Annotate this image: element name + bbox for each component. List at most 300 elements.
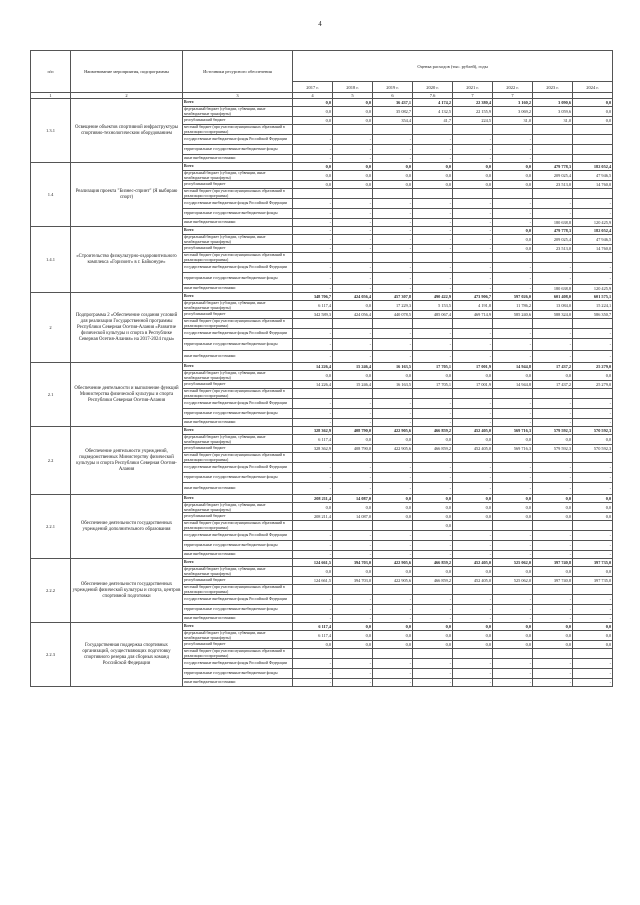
budget-value: - — [453, 541, 493, 551]
budget-value: - — [373, 219, 413, 227]
budget-value: - — [453, 155, 493, 163]
budget-value: 601 575,1 — [573, 293, 613, 301]
budget-value: 397 740,8 — [533, 577, 573, 585]
budget-value: - — [573, 679, 613, 687]
budget-value: 0,0 — [333, 503, 373, 513]
budget-value: - — [293, 541, 333, 551]
budget-value: - — [333, 399, 373, 409]
budget-value: - — [493, 285, 533, 293]
budget-value — [293, 453, 333, 463]
budget-value: - — [413, 135, 453, 145]
budget-value: - — [573, 329, 613, 339]
budget-value: - — [293, 135, 333, 145]
budget-value — [413, 649, 453, 659]
measure-name: «Строительство физкультурно-оздоровительного комплекса «Горизонт» в г. Байконуре» — [71, 227, 183, 293]
budget-value: 0,0 — [573, 503, 613, 513]
budget-value: 0,0 — [413, 171, 453, 181]
funding-source: Всего — [183, 427, 293, 435]
budget-value: 3 160,2 — [493, 99, 533, 107]
measure-name: Обеспечение деятельности государственных учреждений физической культуры и спорта, центров спортивной подготовки — [71, 559, 183, 623]
budget-value: 0,0 — [453, 641, 493, 649]
budget-value: - — [293, 605, 333, 615]
budget-value: 47 946,5 — [573, 171, 613, 181]
header-year: 2018 г. — [333, 82, 373, 93]
budget-value: 0,0 — [333, 171, 373, 181]
budget-value: 36 437,1 — [373, 99, 413, 107]
measure-name: Освещение объектов спортивной инфраструктуры спортивно-технологическим оборудованием — [71, 99, 183, 163]
row-number: 1.4 — [31, 163, 71, 227]
budget-value — [333, 585, 373, 595]
budget-value: 0,0 — [573, 495, 613, 503]
budget-value — [573, 319, 613, 329]
funding-source: Всего — [183, 495, 293, 503]
row-number: 2 — [31, 293, 71, 363]
budget-value: 0,0 — [493, 227, 533, 235]
budget-value: 0,0 — [493, 371, 533, 381]
funding-source: республиканский бюджет — [183, 381, 293, 389]
budget-value: 342 589,3 — [293, 311, 333, 319]
funding-source: республиканский бюджет — [183, 117, 293, 125]
budget-value: - — [293, 245, 333, 253]
budget-value: - — [413, 145, 453, 155]
budget-value: - — [413, 245, 453, 253]
budget-value: 124 661,5 — [293, 577, 333, 585]
budget-value: - — [573, 399, 613, 409]
funding-source: местный бюджет (при участии муниципальных образований в реализации госпрограммы) — [183, 521, 293, 531]
row-number: 2.2.2 — [31, 559, 71, 623]
budget-value: - — [293, 669, 333, 679]
table-row — [31, 427, 613, 435]
budget-value: - — [493, 463, 533, 473]
funding-source: федеральный бюджет (субсидии, субвенции, иные межбюджетные трансферты) — [183, 631, 293, 641]
budget-value — [573, 389, 613, 399]
budget-value: 0,0 — [413, 503, 453, 513]
row-number: 2.2.3 — [31, 623, 71, 687]
budget-value: - — [453, 329, 493, 339]
budget-value: 408 790,0 — [333, 427, 373, 435]
funding-source: государственные внебюджетные фонды Российской Федерации — [183, 135, 293, 145]
budget-value — [533, 189, 573, 199]
budget-value: 0,0 — [533, 371, 573, 381]
budget-value: 0,0 — [493, 181, 533, 189]
header-name: Наименование мероприятия, подпрограммы — [71, 51, 183, 93]
budget-value: 182 052,4 — [573, 227, 613, 235]
funding-source: местный бюджет (при участии муниципальных образований в реализации госпрограммы) — [183, 319, 293, 329]
budget-value: 485 067,4 — [413, 311, 453, 319]
header-year: 2020 г. — [413, 82, 453, 93]
budget-value: - — [413, 399, 453, 409]
budget-value: 0,0 — [493, 245, 533, 253]
budget-value: - — [413, 227, 453, 235]
column-number: 7 — [493, 93, 533, 99]
budget-value: 422 905,6 — [373, 427, 413, 435]
funding-source: Всего — [183, 363, 293, 371]
budget-value: - — [413, 669, 453, 679]
measure-name: Реализация проекта "Бизнес-спринт" (Я выбираю спорт) — [71, 163, 183, 227]
budget-value: 0,0 — [293, 171, 333, 181]
budget-value — [413, 585, 453, 595]
budget-value: 328 362,9 — [293, 445, 333, 453]
budget-value: 408 790,0 — [333, 445, 373, 453]
budget-value: - — [333, 155, 373, 163]
budget-value: 601 408,0 — [533, 293, 573, 301]
budget-value: 0,0 — [293, 181, 333, 189]
budget-value: - — [373, 473, 413, 483]
budget-value — [573, 145, 613, 155]
budget-value: 0,0 — [413, 495, 453, 503]
funding-source: государственные внебюджетные фонды Российской Федерации — [183, 531, 293, 541]
budget-value: - — [413, 473, 453, 483]
budget-value: - — [413, 339, 453, 351]
funding-source: государственные внебюджетные фонды Российской Федерации — [183, 199, 293, 209]
table-row — [31, 227, 613, 235]
column-number: 6 — [373, 93, 413, 99]
budget-value: - — [493, 669, 533, 679]
budget-value: - — [373, 399, 413, 409]
budget-value: 0,0 — [293, 107, 333, 117]
budget-value: 0,0 — [413, 513, 453, 521]
budget-value: - — [413, 419, 453, 427]
budget-value: 466 859,2 — [413, 427, 453, 435]
budget-value: 0,0 — [413, 371, 453, 381]
budget-value: - — [293, 483, 333, 495]
budget-value: 0,0 — [373, 513, 413, 521]
budget-value: - — [573, 419, 613, 427]
funding-source: иные внебюджетные источники — [183, 551, 293, 559]
budget-value — [533, 521, 573, 531]
budget-value: 0,0 — [333, 117, 373, 125]
budget-value — [413, 125, 453, 135]
budget-value — [573, 155, 613, 163]
budget-value: - — [533, 339, 573, 351]
budget-value: - — [533, 263, 573, 273]
budget-value: 0,0 — [453, 631, 493, 641]
budget-value: 0,0 — [413, 181, 453, 189]
budget-value: - — [533, 351, 573, 363]
budget-value: - — [573, 409, 613, 419]
budget-value: 47 946,5 — [573, 235, 613, 245]
budget-value — [493, 125, 533, 135]
budget-value — [573, 135, 613, 145]
funding-source: Всего — [183, 559, 293, 567]
budget-value: - — [333, 227, 373, 235]
budget-value — [453, 189, 493, 199]
table-row — [31, 163, 613, 171]
budget-value: - — [493, 531, 533, 541]
budget-value: - — [293, 473, 333, 483]
budget-value: 0,0 — [493, 235, 533, 245]
budget-value: 0,0 — [533, 513, 573, 521]
budget-value: - — [493, 145, 533, 155]
budget-value: 35 082,7 — [373, 107, 413, 117]
budget-value: 209 025,4 — [533, 235, 573, 245]
budget-value: - — [573, 659, 613, 669]
budget-value: - — [533, 531, 573, 541]
budget-value: - — [373, 155, 413, 163]
budget-value: 525 062,0 — [493, 559, 533, 567]
column-number: 4 — [293, 93, 333, 99]
budget-value: - — [413, 531, 453, 541]
budget-value — [333, 253, 373, 263]
funding-source: иные внебюджетные источники — [183, 679, 293, 687]
budget-value: - — [413, 273, 453, 285]
funding-source: республиканский бюджет — [183, 445, 293, 453]
budget-value: 570 592,3 — [573, 445, 613, 453]
budget-value: 0,0 — [493, 631, 533, 641]
budget-value: - — [453, 339, 493, 351]
budget-value — [293, 649, 333, 659]
budget-value: - — [333, 473, 373, 483]
budget-value — [333, 649, 373, 659]
funding-source: республиканский бюджет — [183, 641, 293, 649]
row-number: 1.3.1 — [31, 99, 71, 163]
budget-value: 23 513,0 — [533, 181, 573, 189]
budget-value: - — [533, 551, 573, 559]
budget-value: - — [453, 595, 493, 605]
budget-value: 473 906,7 — [453, 293, 493, 301]
budget-value: - — [493, 483, 533, 495]
budget-value: - — [293, 551, 333, 559]
budget-value: 424 056,4 — [333, 311, 373, 319]
budget-value: 422 905,6 — [373, 559, 413, 567]
budget-value: - — [453, 351, 493, 363]
column-number: 2 — [71, 93, 183, 99]
budget-value: - — [293, 399, 333, 409]
budget-value: 0,0 — [573, 567, 613, 577]
budget-value — [413, 453, 453, 463]
budget-value: - — [373, 339, 413, 351]
budget-value: 14 944,8 — [493, 381, 533, 389]
budget-value: - — [333, 541, 373, 551]
budget-value: 17 001,9 — [453, 363, 493, 371]
budget-value: 0,0 — [333, 107, 373, 117]
budget-value — [493, 453, 533, 463]
budget-value: - — [373, 669, 413, 679]
budget-value — [333, 125, 373, 135]
budget-value: 15 246,4 — [333, 381, 373, 389]
budget-value — [573, 189, 613, 199]
budget-value — [413, 319, 453, 329]
row-number: 2.1 — [31, 363, 71, 427]
budget-value: - — [533, 605, 573, 615]
budget-value: 124 661,5 — [293, 559, 333, 567]
budget-value: - — [413, 199, 453, 209]
budget-value — [493, 389, 533, 399]
budget-value: - — [413, 541, 453, 551]
budget-value: 579 592,3 — [533, 427, 573, 435]
budget-value: 0,0 — [493, 513, 533, 521]
budget-value: 469 714,9 — [453, 311, 493, 319]
budget-value — [373, 521, 413, 531]
budget-value — [413, 189, 453, 199]
budget-value: - — [333, 135, 373, 145]
funding-source: иные внебюджетные источники — [183, 219, 293, 227]
budget-value: - — [573, 339, 613, 351]
budget-value: - — [293, 531, 333, 541]
budget-value: - — [293, 235, 333, 245]
funding-source: республиканский бюджет — [183, 311, 293, 319]
budget-value: 397 735,0 — [573, 577, 613, 585]
funding-source: иные внебюджетные источники — [183, 351, 293, 363]
budget-value: - — [413, 679, 453, 687]
budget-value: - — [293, 219, 333, 227]
funding-source: территориальные государственные внебюджетные фонды — [183, 409, 293, 419]
funding-source: Всего — [183, 293, 293, 301]
budget-value: 0,0 — [293, 371, 333, 381]
budget-value: - — [453, 551, 493, 559]
budget-value: - — [373, 227, 413, 235]
budget-value: 0,0 — [573, 631, 613, 641]
measure-name: Обеспечение деятельности государственных учреждений дополнительного образования — [71, 495, 183, 559]
budget-value: - — [333, 219, 373, 227]
budget-value: - — [453, 199, 493, 209]
funding-source: государственные внебюджетные фонды Российской Федерации — [183, 659, 293, 669]
budget-value: - — [333, 273, 373, 285]
budget-value: - — [373, 463, 413, 473]
funding-source: республиканский бюджет — [183, 513, 293, 521]
budget-value — [533, 319, 573, 329]
budget-value: - — [333, 209, 373, 219]
budget-value: - — [573, 541, 613, 551]
funding-source: республиканский бюджет — [183, 577, 293, 585]
budget-value: - — [493, 273, 533, 285]
budget-value: 0,0 — [373, 503, 413, 513]
budget-value: - — [413, 483, 453, 495]
budget-value: 0,0 — [453, 567, 493, 577]
budget-value: - — [373, 351, 413, 363]
budget-value: - — [533, 541, 573, 551]
budget-value: - — [493, 209, 533, 219]
budget-value — [453, 585, 493, 595]
budget-value: 17 437,2 — [533, 363, 573, 371]
budget-value — [333, 389, 373, 399]
budget-value: 348 706,7 — [293, 293, 333, 301]
budget-value: 14 760,0 — [573, 245, 613, 253]
budget-table-body — [31, 99, 613, 687]
budget-value: - — [533, 595, 573, 605]
budget-value: 0,0 — [453, 181, 493, 189]
budget-value: 0,0 — [413, 641, 453, 649]
budget-value: 397 740,8 — [533, 559, 573, 567]
budget-value: - — [333, 679, 373, 687]
budget-value: - — [293, 463, 333, 473]
budget-value: 208 211,4 — [293, 495, 333, 503]
budget-value — [493, 319, 533, 329]
budget-value: - — [493, 659, 533, 669]
budget-value: - — [333, 351, 373, 363]
header-num: п/п — [31, 51, 71, 93]
budget-value: 0,0 — [373, 163, 413, 171]
budget-value: 0,0 — [453, 171, 493, 181]
budget-value: 0,0 — [453, 503, 493, 513]
funding-source: территориальные государственные внебюджетные фонды — [183, 541, 293, 551]
budget-value: - — [333, 551, 373, 559]
budget-value: 14 226,4 — [293, 363, 333, 371]
budget-value: - — [333, 615, 373, 623]
budget-value — [413, 389, 453, 399]
budget-value: - — [333, 339, 373, 351]
budget-value: 479 778,3 — [533, 227, 573, 235]
budget-value: - — [573, 531, 613, 541]
budget-value: 0,0 — [373, 641, 413, 649]
budget-value: 0,0 — [573, 435, 613, 445]
budget-value: 0,0 — [453, 163, 493, 171]
budget-value — [373, 125, 413, 135]
budget-value: 0,0 — [293, 503, 333, 513]
budget-value: 0,0 — [333, 435, 373, 445]
budget-value: 0,0 — [333, 163, 373, 171]
budget-value: - — [453, 399, 493, 409]
budget-value: - — [453, 145, 493, 155]
budget-value — [453, 389, 493, 399]
budget-value — [293, 125, 333, 135]
funding-source: государственные внебюджетные фонды Российской Федерации — [183, 263, 293, 273]
budget-value: 579 592,3 — [533, 445, 573, 453]
funding-source: федеральный бюджет (субсидии, субвенции, иные межбюджетные трансферты) — [183, 107, 293, 117]
budget-value: - — [453, 409, 493, 419]
funding-source: территориальные государственные внебюджетные фонды — [183, 605, 293, 615]
header-year: 2022 г. — [493, 82, 533, 93]
budget-value — [453, 521, 493, 531]
budget-value: - — [413, 605, 453, 615]
budget-value: - — [373, 199, 413, 209]
funding-source: федеральный бюджет (субсидии, субвенции, иные межбюджетные трансферты) — [183, 171, 293, 181]
budget-value: - — [293, 679, 333, 687]
budget-value — [533, 453, 573, 463]
budget-value: - — [493, 679, 533, 687]
budget-value: 586 350,7 — [573, 311, 613, 319]
budget-value: - — [533, 273, 573, 285]
budget-value: 0,0 — [293, 641, 333, 649]
budget-value: 4 132,5 — [413, 107, 453, 117]
budget-value: 490 422,9 — [413, 293, 453, 301]
budget-value: - — [293, 659, 333, 669]
budget-value: - — [453, 227, 493, 235]
budget-value — [573, 585, 613, 595]
funding-source: государственные внебюджетные фонды Российской Федерации — [183, 595, 293, 605]
budget-value — [533, 145, 573, 155]
budget-value: - — [413, 595, 453, 605]
budget-value: - — [333, 531, 373, 541]
budget-value: 4 191,8 — [453, 301, 493, 311]
budget-value: 397 735,0 — [573, 559, 613, 567]
budget-value — [573, 453, 613, 463]
header-year: 2017 г. — [293, 82, 333, 93]
budget-value: 0,0 — [573, 623, 613, 631]
funding-source: Всего — [183, 227, 293, 235]
budget-value: - — [573, 473, 613, 483]
budget-value: 0,0 — [333, 371, 373, 381]
budget-value: - — [373, 285, 413, 293]
budget-value: - — [333, 145, 373, 155]
budget-value: 0,0 — [333, 301, 373, 311]
budget-value: 13 084,0 — [533, 301, 573, 311]
budget-value: - — [453, 679, 493, 687]
budget-value: - — [293, 263, 333, 273]
budget-value: 394 703,0 — [333, 577, 373, 585]
budget-value: 0,0 — [293, 99, 333, 107]
budget-value: 0,0 — [573, 641, 613, 649]
budget-value: - — [413, 263, 453, 273]
budget-value: 17 705,1 — [413, 363, 453, 371]
budget-value: - — [453, 473, 493, 483]
budget-value — [453, 319, 493, 329]
budget-value: - — [413, 219, 453, 227]
budget-value: - — [413, 285, 453, 293]
budget-value — [293, 389, 333, 399]
budget-value: 25 279,0 — [573, 381, 613, 389]
budget-value — [333, 453, 373, 463]
